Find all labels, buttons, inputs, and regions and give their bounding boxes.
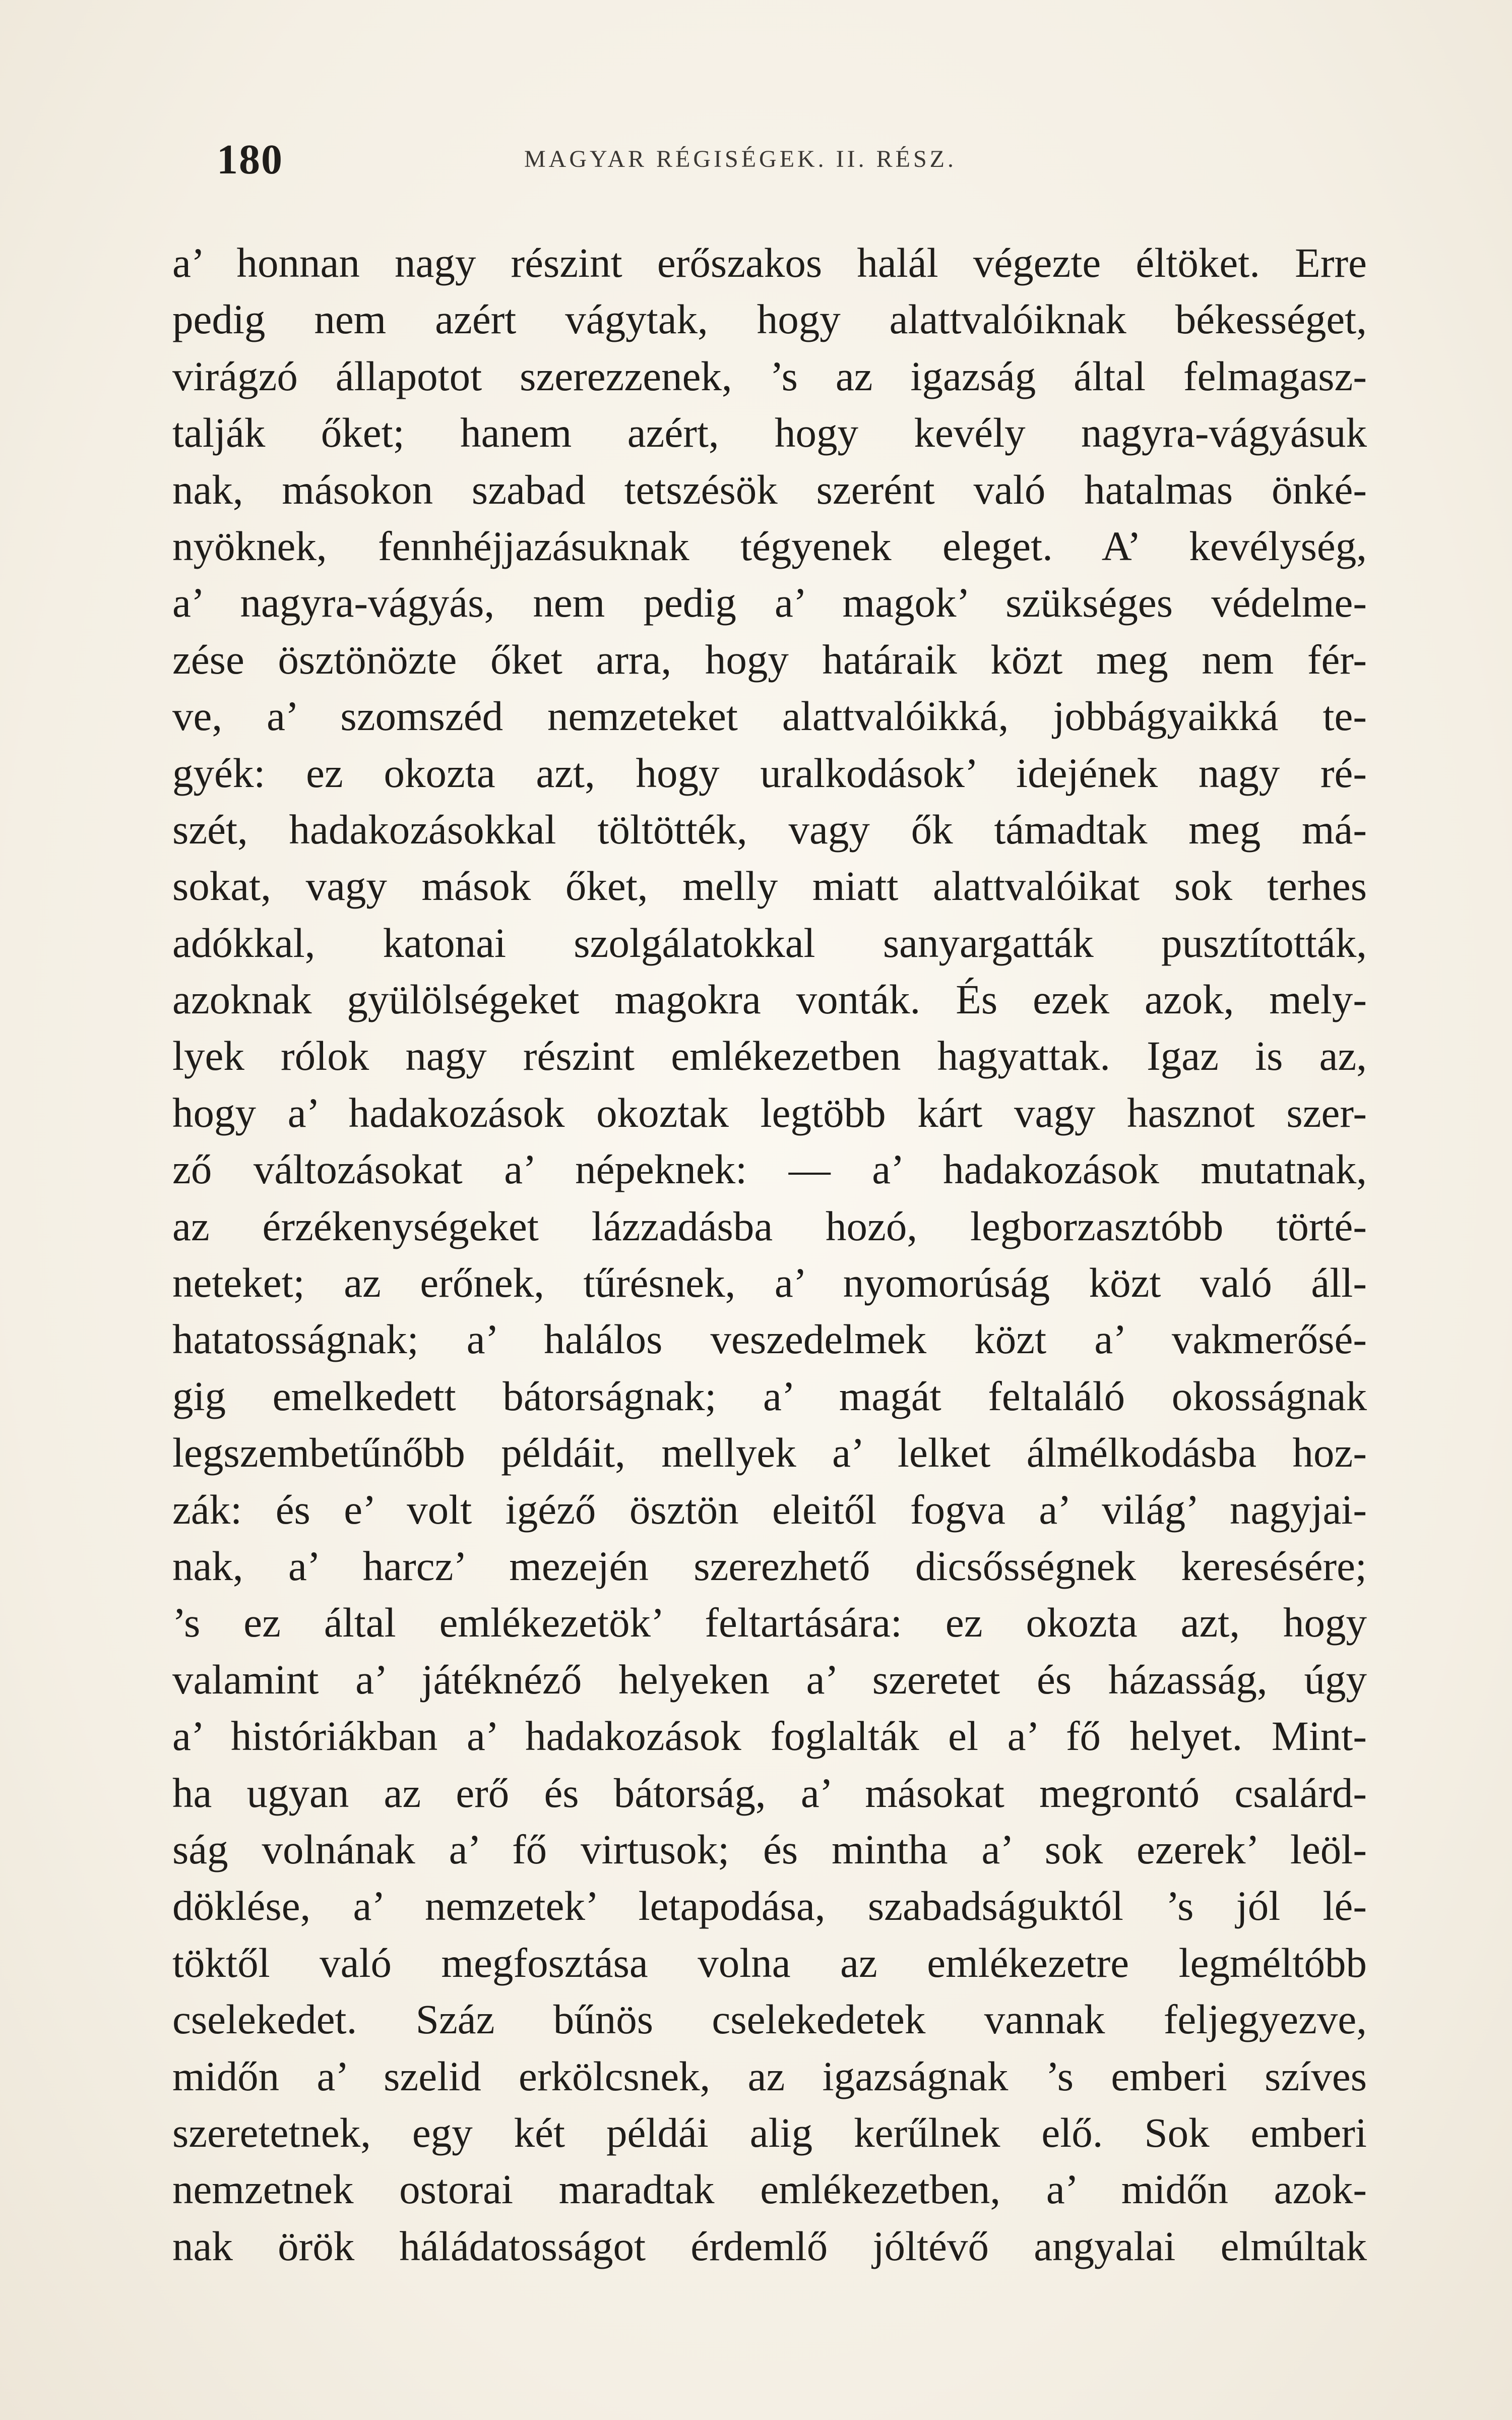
text-line: gig emelkedett bátorságnak; a’ magát feltaláló okosságnak [172,1372,1367,1419]
text-line: ha ugyan az erő és bátorság, a’ másokat megrontó csalárd- [172,1769,1367,1816]
text-line: lyek rólok nagy részint emlékezetben hagyattak. Igaz is az, [172,1033,1367,1079]
text-line: legszembetűnőbb példáit, mellyek a’ lelket álmélkodásba hoz- [172,1429,1367,1476]
text-line: neteket; az erőnek, tűrésnek, a’ nyomorúság közt való áll- [172,1259,1367,1306]
text-line: cselekedet. Száz bűnös cselekedetek vannak feljegyezve, [172,1996,1367,2043]
text-line: hogy a’ hadakozások okoztak legtöbb kárt vagy hasznot szer- [172,1089,1367,1136]
text-line: nak, a’ harcz’ mezején szerezhető dicsősségnek keresésére; [172,1542,1367,1589]
text-line: szeretetnek, egy két példái alig kerűlnek elő. Sok emberi [172,2109,1367,2156]
text-line: hatatosságnak; a’ halálos veszedelmek közt a’ vakmerősé- [172,1316,1367,1363]
body-text [172,234,1367,2274]
text-line: ve, a’ szomszéd nemzeteket alattvalóikká, jobbágyaikká te- [172,693,1367,740]
text-line: valamint a’ játéknéző helyeken a’ szeretet és házasság, úgy [172,1656,1367,1703]
text-line: töktől való megfosztása volna az emlékezetre legméltóbb [172,1939,1367,1986]
text-line: nak örök háládatosságot érdemlő jóltévő angyalai elmúltak [172,2222,1367,2269]
text-line: a’ históriákban a’ hadakozások foglalták el a’ fő helyet. Mint- [172,1713,1367,1760]
text-line: zák: és e’ volt igéző ösztön eleitől fogva a’ világ’ nagyjai- [172,1486,1367,1533]
text-line: döklése, a’ nemzetek’ letapodása, szabadságuktól ’s jól lé- [172,1883,1367,1929]
running-head: MAGYAR RÉGISÉGEK. II. RÉSZ. [524,146,957,172]
text-line: a’ nagyra-vágyás, nem pedig a’ magok’ szükséges védelme- [172,579,1367,626]
text-line: nemzetnek ostorai maradtak emlékezetben, a’ midőn azok- [172,2166,1367,2213]
text-line: midőn a’ szelid erkölcsnek, az igazságnak ’s emberi szíves [172,2052,1367,2099]
text-line: pedig nem azért vágytak, hogy alattvalóiknak békességet, [172,296,1367,343]
page-header [217,135,1336,183]
text-line: talják őket; hanem azért, hogy kevély nagyra-vágyásuk [172,409,1367,456]
text-line: ző változásokat a’ népeknek: — a’ hadakozások mutatnak, [172,1146,1367,1193]
text-line: virágzó állapotot szerezzenek, ’s az igazság által felmagasz- [172,352,1367,399]
text-line: ság volnának a’ fő virtusok; és mintha a’ sok ezerek’ leöl- [172,1826,1367,1872]
text-line: zése ösztönözte őket arra, hogy határaik közt meg nem fér- [172,636,1367,683]
text-line: sokat, vagy mások őket, melly miatt alattvalóikat sok terhes [172,863,1367,910]
text-line: szét, hadakozásokkal töltötték, vagy ők támadtak meg má- [172,806,1367,853]
text-line: nyöknek, fennhéjjazásuknak tégyenek eleget. A’ kevélység, [172,522,1367,569]
text-line: ’s ez által emlékezetök’ feltartására: ez okozta azt, hogy [172,1599,1367,1646]
text-line: adókkal, katonai szolgálatokkal sanyargatták pusztították, [172,919,1367,966]
text-line: az érzékenységeket lázzadásba hozó, legborzasztóbb törté- [172,1202,1367,1249]
text-line: azoknak gyülölségeket magokra vonták. És ezek azok, mely- [172,976,1367,1023]
text-line: a’ honnan nagy részint erőszakos halál végezte éltöket. Erre [172,239,1367,286]
page-number: 180 [217,136,283,183]
text-line: nak, másokon szabad tetszésök szerént való hatalmas önké- [172,466,1367,513]
text-line: gyék: ez okozta azt, hogy uralkodások’ idejének nagy ré- [172,749,1367,796]
